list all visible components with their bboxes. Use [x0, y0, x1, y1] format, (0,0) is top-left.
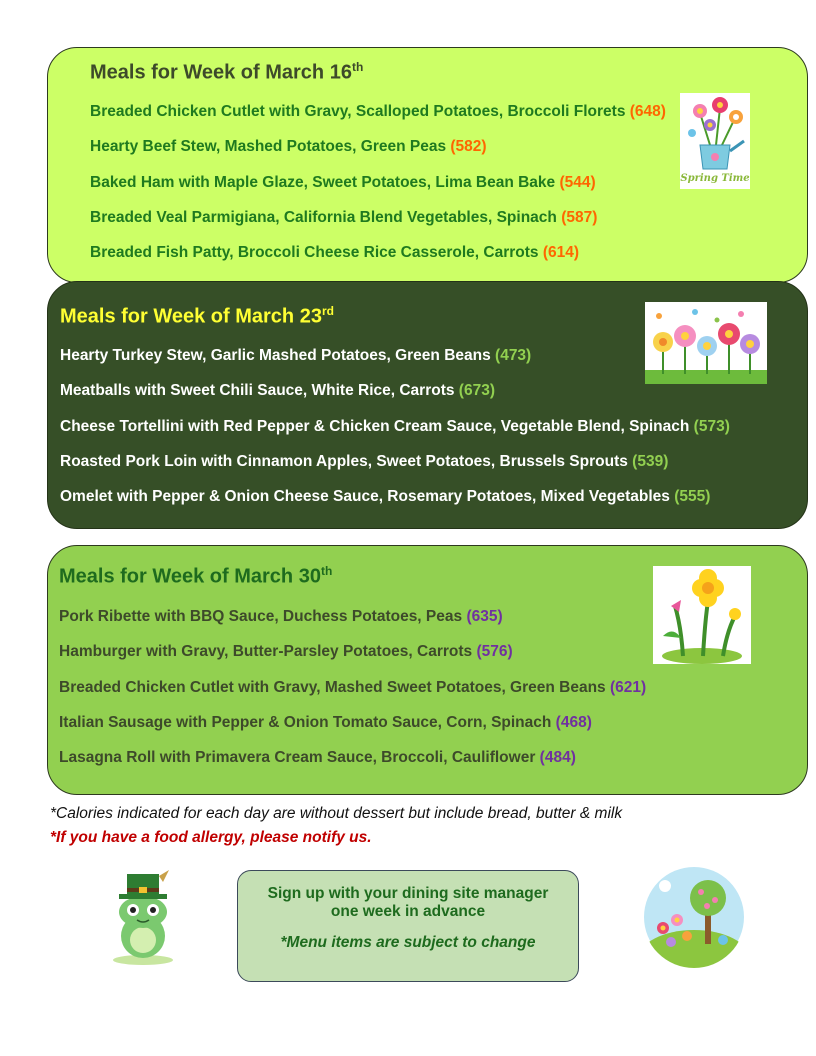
week-title: Meals for Week of March 30th [59, 564, 333, 588]
signup-line-2: one week in advance [330, 903, 486, 920]
meal-item: Breaded Chicken Cutlet with Gravy, Mashed Sweet Potatoes, Green Beans (621) [59, 678, 647, 696]
calorie-count: (484) [539, 749, 576, 767]
week-title: Meals for Week of March 16th [90, 60, 364, 84]
meal-item: Hamburger with Gravy, Butter-Parsley Potatoes, Carrots (576) [59, 643, 513, 661]
calorie-count: (648) [629, 103, 666, 120]
meal-list [59, 607, 646, 783]
meal-item: Meatballs with Sweet Chili Sauce, White Rice, Carrots (673) [60, 382, 495, 400]
calorie-count: (621) [609, 678, 647, 696]
leprechaun-frog-image [103, 868, 183, 966]
meal-item: Breaded Fish Patty, Broccoli Cheese Rice Casserole, Carrots (614) [90, 244, 580, 262]
meal-item: Hearty Beef Stew, Mashed Potatoes, Green Peas (582) [90, 138, 487, 156]
week-title: Meals for Week of March 23rd [60, 304, 334, 328]
week-march-30-panel [47, 545, 808, 795]
meal-item: Breaded Veal Parmigiana, California Blend Vegetables, Spinach (587) [90, 208, 598, 226]
meal-item: Italian Sausage with Pepper & Onion Tomato Sauce, Corn, Spinach (468) [59, 713, 592, 731]
spring-garden-circle-image [643, 866, 745, 968]
calorie-count: (468) [555, 713, 592, 731]
signup-notice-box [237, 870, 579, 982]
meal-item: Omelet with Pepper & Onion Cheese Sauce, Rosemary Potatoes, Mixed Vegetables (555) [60, 488, 711, 506]
meal-item: Baked Ham with Maple Glaze, Sweet Potatoes, Lima Bean Bake (544) [90, 173, 596, 191]
calorie-count: (614) [542, 244, 580, 262]
calorie-count: (573) [693, 417, 730, 435]
meal-list [60, 346, 730, 522]
calorie-count: (587) [561, 208, 598, 226]
daffodil-image [653, 566, 751, 664]
signup-line-1: Sign up with your dining site manager [267, 885, 549, 902]
menu-change-note: *Menu items are subject to change [280, 934, 536, 951]
meal-list [90, 102, 666, 278]
meal-item: Cheese Tortellini with Red Pepper & Chicken Cream Sauce, Vegetable Blend, Spinach (573) [60, 417, 730, 435]
calories-note: *Calories indicated for each day are without dessert but include bread, butter & milk [50, 805, 623, 822]
meal-item: Pork Ribette with BBQ Sauce, Duchess Potatoes, Peas (635) [59, 608, 503, 625]
meal-item: Hearty Turkey Stew, Garlic Mashed Potatoes, Green Beans (473) [60, 347, 532, 364]
calorie-count: (473) [495, 347, 532, 364]
meal-item: Breaded Chicken Cutlet with Gravy, Scalloped Potatoes, Broccoli Florets (648) [90, 103, 666, 120]
calorie-count: (673) [458, 382, 495, 400]
calorie-count: (555) [674, 488, 711, 506]
meal-item: Lasagna Roll with Primavera Cream Sauce, Broccoli, Cauliflower (484) [59, 749, 576, 767]
week-march-16-panel [47, 47, 808, 283]
flower-garden-image [645, 302, 767, 384]
calorie-count: (576) [476, 643, 513, 661]
allergy-note: *If you have a food allergy, please notify us. [50, 829, 372, 846]
spring-time-watering-can-image [680, 93, 750, 189]
calorie-count: (582) [450, 138, 487, 156]
meal-item: Roasted Pork Loin with Cinnamon Apples, Sweet Potatoes, Brussels Sprouts (539) [60, 452, 669, 470]
week-march-23-panel [47, 281, 808, 529]
calorie-count: (544) [559, 173, 596, 191]
spring-time-caption: Spring Time [680, 173, 750, 184]
calorie-count: (635) [466, 608, 503, 625]
calorie-count: (539) [632, 452, 669, 470]
